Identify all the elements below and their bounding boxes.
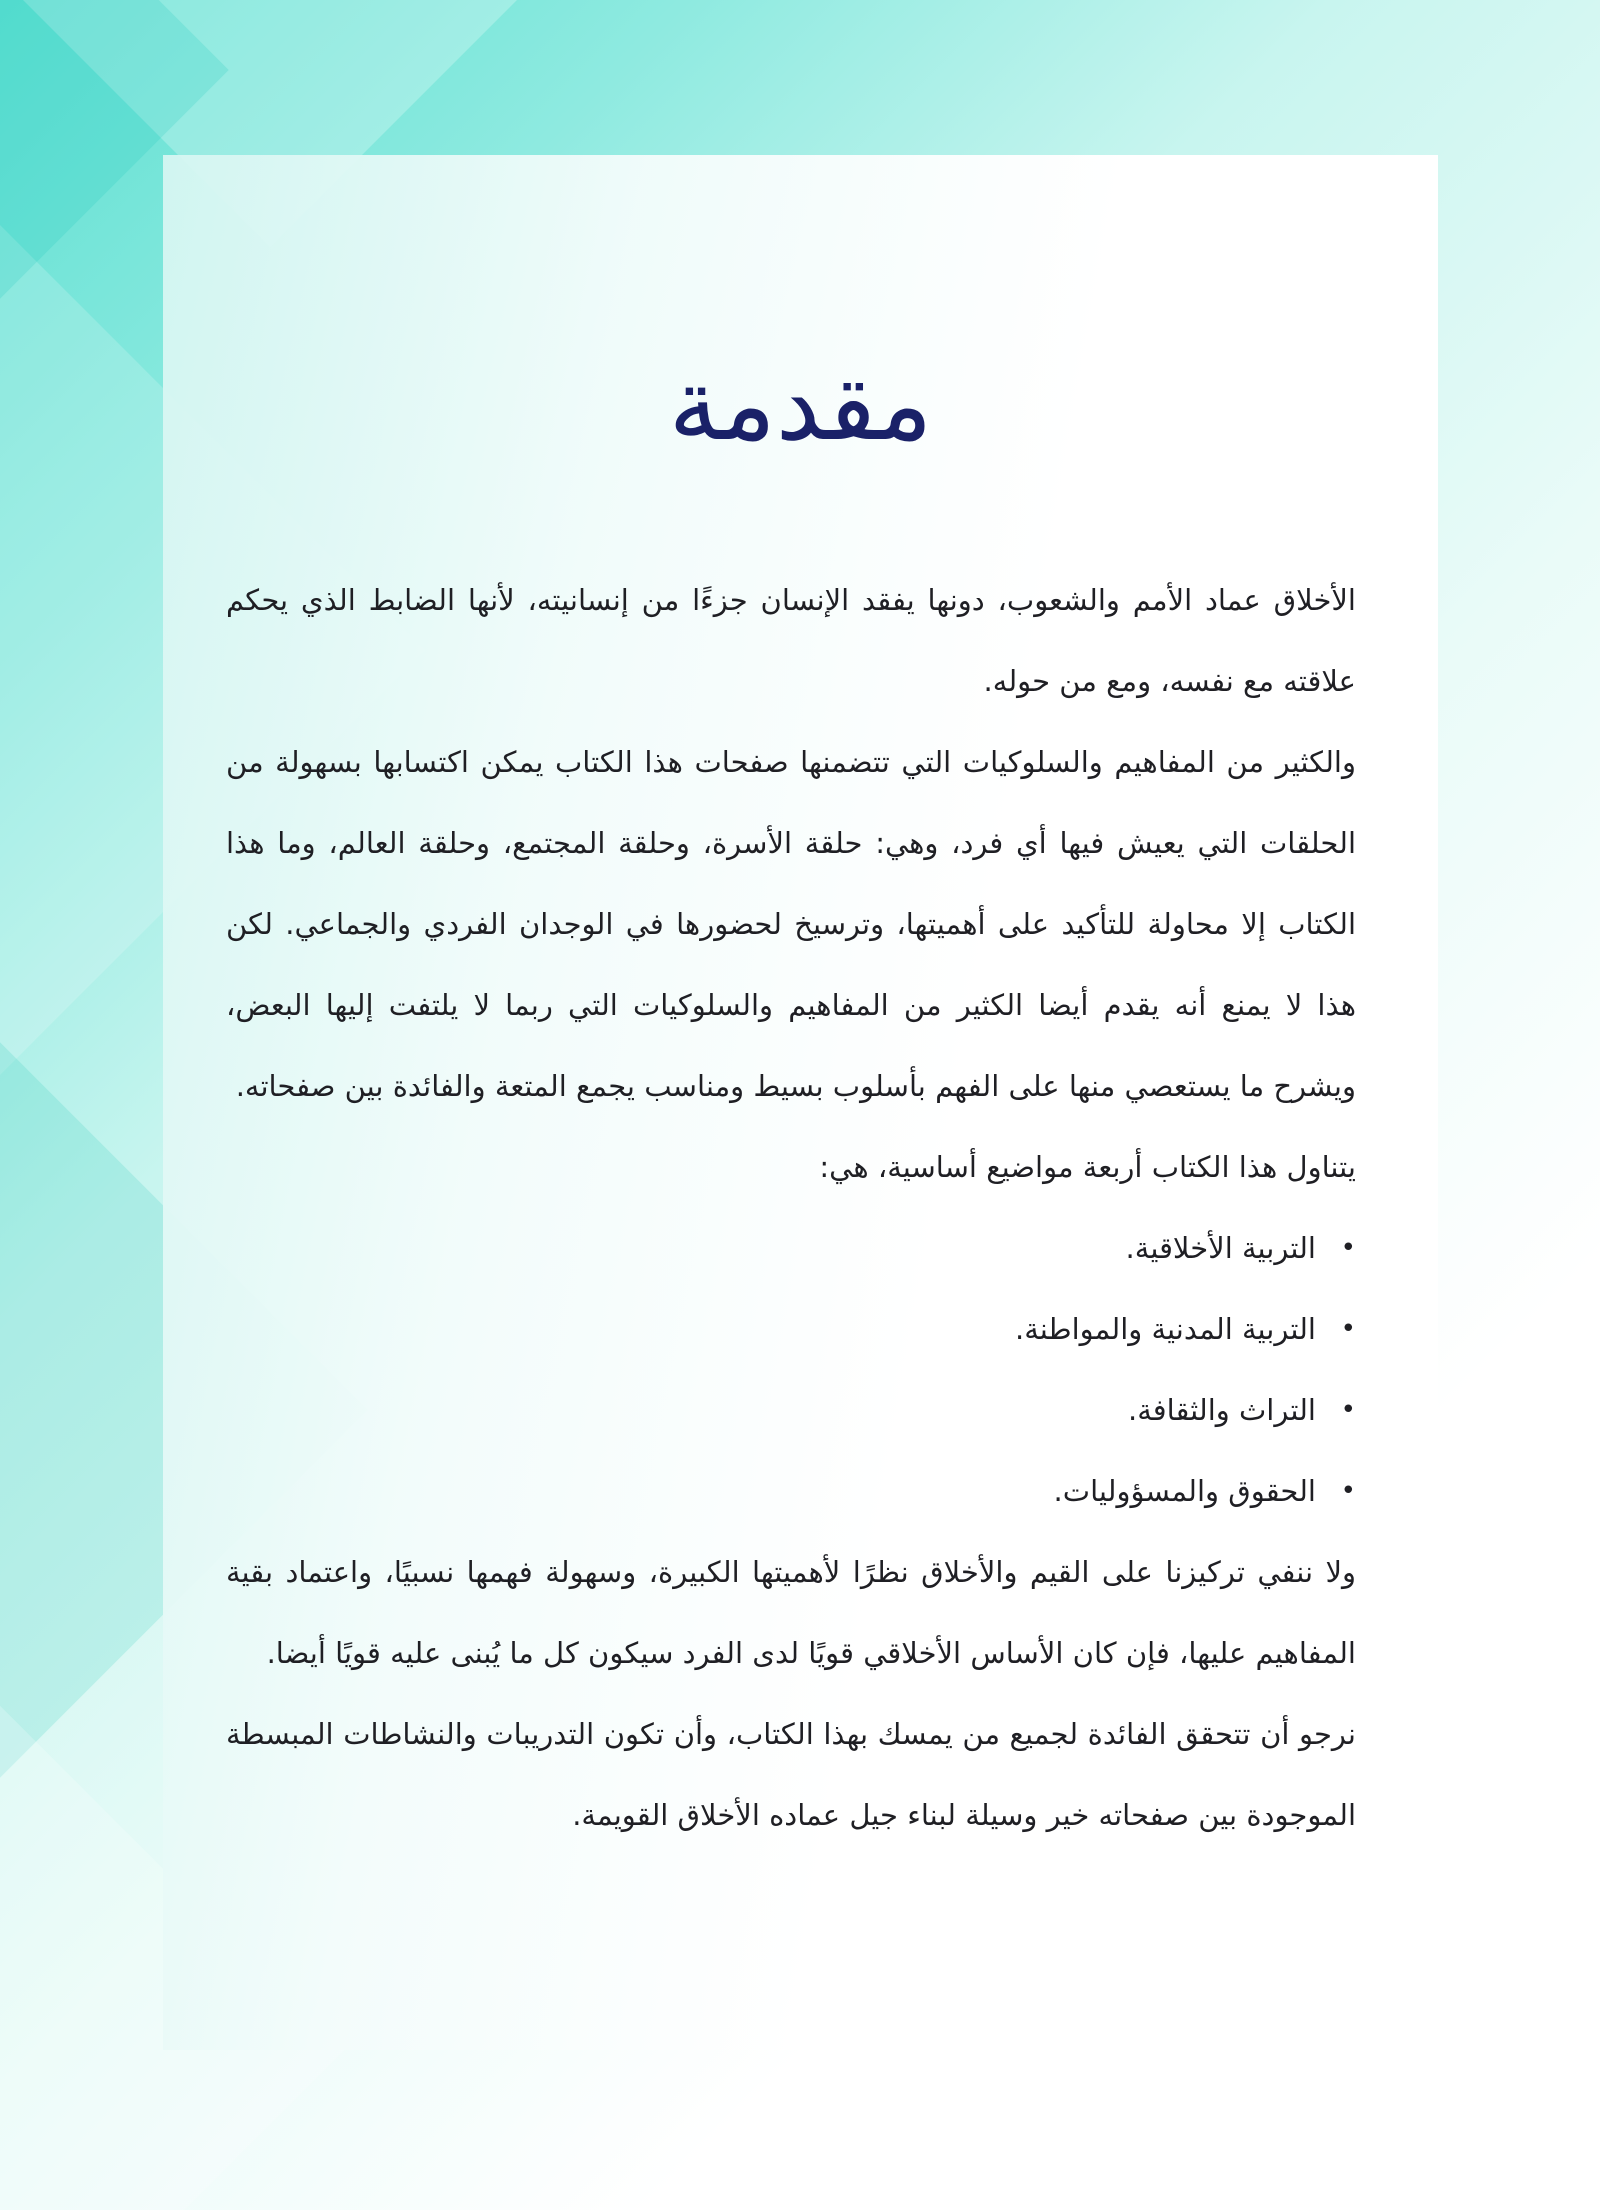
topic-label: التربية الأخلاقية. [1125, 1231, 1316, 1265]
topic-label: التربية المدنية والمواطنة. [1014, 1312, 1316, 1346]
bullet-icon: • [1340, 1395, 1356, 1425]
paragraph-values: ولا ننفي تركيزنا على القيم والأخلاق نظرًا لأهميتها الكبيرة، وسهولة فهمها نسبيًا، واعتماد بقية المفاهيم عليها، فإن كان الأساس الأخلاقي قويًا لدى الفرد سيكون كل ما يُبنى عليه قويًا أيضا. [226, 1555, 1356, 1670]
page-title: مقدمة [668, 346, 933, 463]
topic-label: الحقوق والمسؤوليات. [1053, 1474, 1316, 1508]
list-item [226, 1370, 1356, 1451]
topic-label: التراث والثقافة. [1127, 1393, 1316, 1427]
topics-list [226, 1208, 1356, 1532]
introduction-body [226, 560, 1356, 1856]
bullet-icon: • [1340, 1233, 1356, 1263]
list-item [226, 1208, 1356, 1289]
paragraph-topics-intro: يتناول هذا الكتاب أربعة مواضيع أساسية، هي: [819, 1150, 1356, 1184]
list-item [226, 1289, 1356, 1370]
paragraph-concepts: والكثير من المفاهيم والسلوكيات التي تتضمنها صفحات هذا الكتاب يمكن اكتسابها بسهولة من الحلقات التي يعيش فيها أي فرد، وهي: حلقة الأسرة، وحلقة المجتمع، وحلقة العالم، وما هذا الكتاب إلا محاولة للتأكيد على أهميتها، وترسيخ لحضورها في الوجدان الفردي والجماعي. لكن هذا لا يمنع أنه يقدم أيضا الكثير من المفاهيم والسلوكيات التي ربما لا يلتفت إليها البعض، ويشرح ما يستعصي منها على الفهم بأسلوب بسيط ومناسب يجمع المتعة والفائدة بين صفحاته. [226, 745, 1356, 1103]
list-item [226, 1451, 1356, 1532]
paragraph-closing: نرجو أن تتحقق الفائدة لجميع من يمسك بهذا الكتاب، وأن تكون التدريبات والنشاطات المبسطة الموجودة بين صفحاته خير وسيلة لبناء جيل عماده الأخلاق القويمة. [226, 1717, 1356, 1832]
paragraph-intro: الأخلاق عماد الأمم والشعوب، دونها يفقد الإنسان جزءًا من إنسانيته، لأنها الضابط الذي يحكم علاقته مع نفسه، ومع من حوله. [226, 583, 1356, 698]
bullet-icon: • [1340, 1476, 1356, 1506]
bullet-icon: • [1340, 1314, 1356, 1344]
